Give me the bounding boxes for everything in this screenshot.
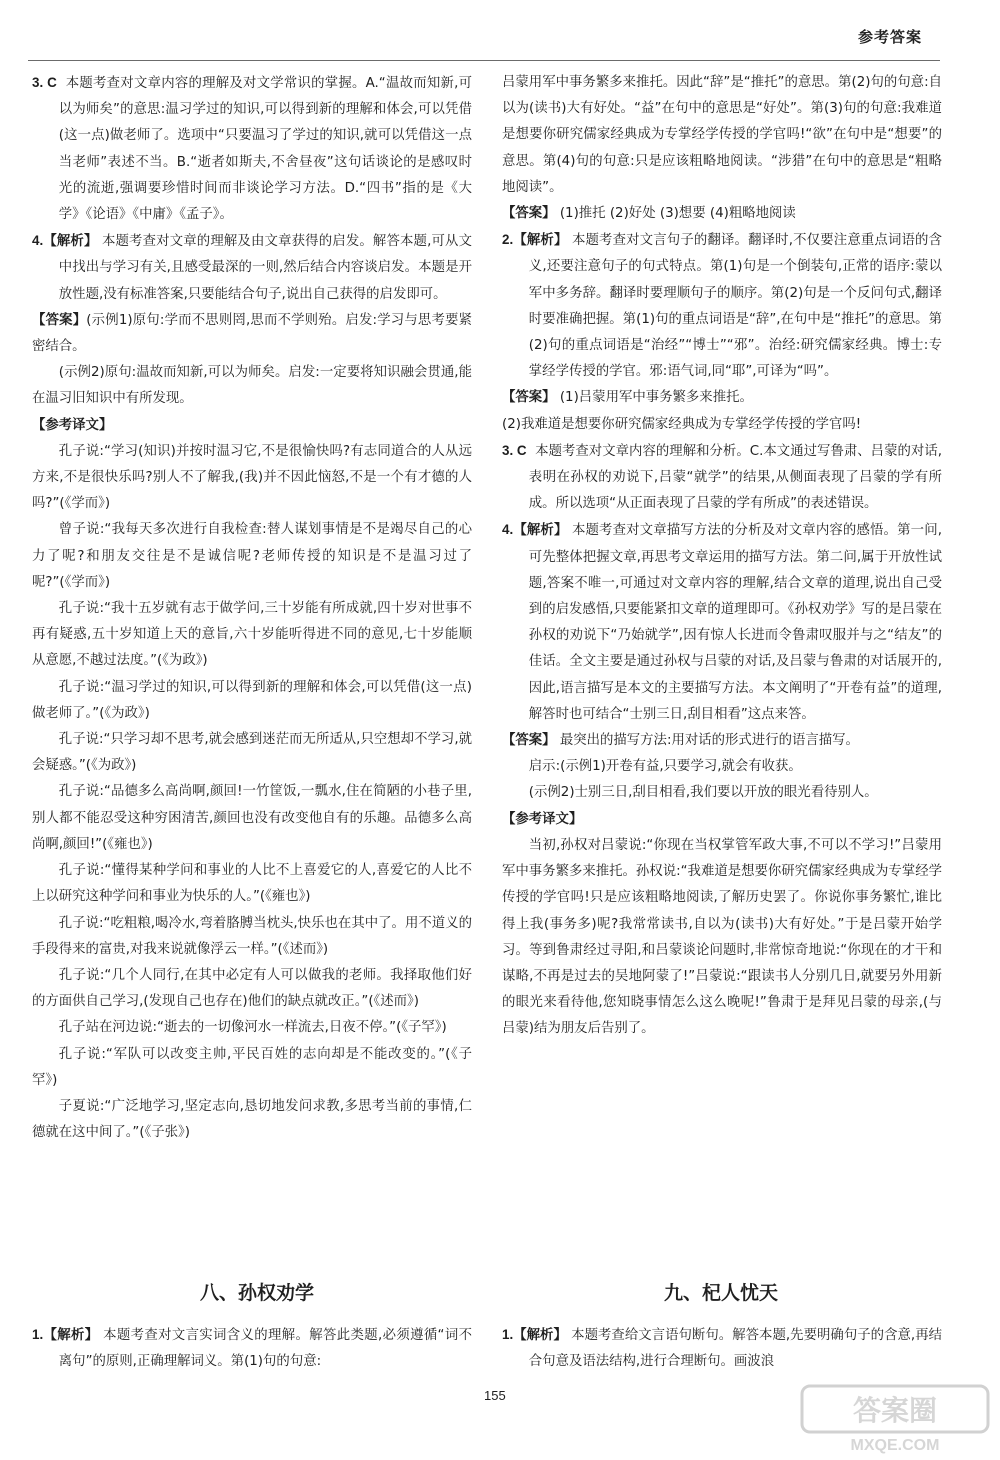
answer-text: 最突出的描写方法:用对话的形式进行的语言描写。 — [559, 733, 859, 749]
translation-paragraph: 孔子说:“学习(知识)并按时温习它,不是很愉快吗?有志同道合的人从远方来,不是很快乐吗?别人不了解我,(我)并不因此恼怒,不是一个有才德的人吗?”(《学而》) — [32, 443, 472, 512]
analysis-tag: 【解析】 — [513, 1328, 567, 1343]
question-text: 本题考查对文章内容的理解及对文学常识的掌握。A.“温故而知新,可以为师矣”的意思:温习学过的知识,可以得到新的理解和体会,可以凭借(这一点)做老师了。选项中“只要温习了学过的知识,就可以凭借这一点当老师”表述不当。B.“逝者如斯夫,不舍昼夜”这句话谈论的是感叹时光的流逝,强调要珍惜时间而非谈论学习方法。D.“四书”指的是《大学》《论语》《中庸》《孟子》。 — [58, 76, 473, 223]
section-title-right: 九、杞人忧天 — [664, 1282, 779, 1304]
answer-tag: 【答案】 — [32, 312, 87, 328]
watermark-logo — [800, 1384, 990, 1454]
answer-text: (1)推托 (2)好处 (3)想要 (4)粗略地阅读 — [559, 206, 796, 222]
analysis-text: 本题考查对文言实词含义的理解。解答此类题,必须遵循“词不离句”的原则,正确理解词义。第(1)句的句意: — [58, 1328, 472, 1370]
right-q2-answer-2: (2)我难道是想要你研究儒家经典成为专掌经学传授的学官吗! — [502, 416, 862, 432]
translation-paragraph: 孔子说:“温习学过的知识,可以得到新的理解和体会,可以凭借(这一点)做老师了。”(《为政》) — [32, 679, 472, 721]
svg-text:MXQE.COM: MXQE.COM — [850, 1437, 940, 1454]
left-bottom-question — [32, 1322, 472, 1375]
page-number: 155 — [484, 1388, 506, 1403]
right-continuation: 吕蒙用军中事务繁多来推托。因此“辞”是“推托”的意思。第(2)句的句意:自以为(读书)大有好处。“益”在句中的意思是“好处”。第(3)句的句意:我难道是想要你研究儒家经典成为专掌经学传授的学官吗!“欲”在句中是“想要”的意思。第(4)句的句意:只是应该粗略地阅读。“涉猎”在句中的意思是“粗略地阅读”。 — [502, 75, 942, 195]
right-q4-insight-1: 启示:(示例1)开卷有益,只要学习,就会有收获。 — [528, 759, 802, 775]
question-number: 3. C — [502, 442, 527, 458]
section-title-left: 八、孙权劝学 — [200, 1282, 315, 1304]
translation-paragraph: 孔子站在河边说:“逝去的一切像河水一样流去,日夜不停。”(《子罕》) — [58, 1020, 447, 1036]
question-number: 4. — [32, 233, 44, 249]
translation-paragraph: 孔子说:“我十五岁就有志于做学问,三十岁能有所成就,四十岁对世事不再有疑惑,五十岁知道上天的意旨,六十岁能听得进不同的意见,七十岁能顺从意愿,不越过法度。”(《为政》) — [32, 601, 472, 669]
question-number: 1. — [502, 1327, 514, 1342]
analysis-text: 本题考查对文章描写方法的分析及对文章内容的感悟。第一问,可先整体把握文章,再思考文章运用的描写方法。第二问,属于开放性试题,答案不唯一,可通过对文章内容的理解,结合文章的道理,说出自己受到的启发感悟,只要能紧扣文章的道理即可。《孙权劝学》写的是吕蒙在孙权的劝说下“乃始就学”,因有惊人长进而令鲁肃叹服并与之“结友”的佳话。全文主要是通过孙权与吕蒙的对话,及吕蒙与鲁肃的对话展开的,因此,语言描写是本文的主要描写方法。本文阐明了“开卷有益”的道理,解答时也可结合“士别三日,刮目相看”这点来答。 — [528, 523, 942, 722]
analysis-text: 本题考查对文言句子的翻译。翻译时,不仅要注意重点词语的含义,还要注意句子的句式特点。第(1)句是一个倒装句,正常的语序:蒙以军中多务辞。翻译时要理顺句子的顺序。第(2)句是一个反问句式,翻译时要准确把握。第(1)句的重点词语是“辞”,在句中是“推托”的意思。第(2)句的重点词语是“治经”“博士”“邪”。治经:研究儒家经典。博士:专掌经学传授的学官。邪:语气词,同“耶”,可译为“吗”。 — [528, 233, 942, 380]
right-column — [502, 70, 942, 1043]
right-q2 — [502, 227, 942, 385]
right-q4 — [502, 517, 942, 728]
translation-paragraph: 孔子说:“只学习却不思考,就会感到迷茫而无所适从,只空想却不学习,就会疑惑。”(《为政》) — [32, 732, 472, 774]
answer-tag: 【答案】 — [502, 390, 556, 406]
answer-text: (示例1)原句:学而不思则罔,思而不学则殆。启发:学习与思考要紧密结合。 — [32, 312, 473, 355]
translation-paragraph: 孔子说:“品德多么高尚啊,颜回!一竹筐饭,一瓢水,住在简陋的小巷子里,别人都不能忍受这种穷困清苦,颜回也没有改变他自有的乐趣。品德多么高尚啊,颜回!”(《雍也》) — [32, 784, 472, 852]
translation-paragraph: 孔子说:“军队可以改变主帅,平民百姓的志向却是不能改变的。”(《子罕》) — [32, 1046, 472, 1088]
right-q3 — [502, 438, 942, 518]
header-divider — [28, 60, 940, 61]
right-q4-answer — [502, 728, 942, 754]
left-q3 — [32, 70, 472, 228]
analysis-text: 本题考查给文言语句断句。解答本题,先要明确句子的含意,再结合句意及语法结构,进行合理断句。画波浪 — [528, 1328, 943, 1370]
answer-tag: 【答案】 — [502, 733, 556, 749]
question-number: 4. — [502, 522, 514, 538]
answer-text: (1)吕蒙用军中事务繁多来推托。 — [559, 390, 753, 406]
question-number: 1. — [32, 1327, 44, 1342]
left-q4-answer-2: (示例2)原句:温故而知新,可以为师矣。启发:一定要将知识融会贯通,能在温习旧知识中有所发现。 — [32, 365, 472, 407]
translation-tag: 【参考译文】 — [502, 811, 583, 827]
translation-paragraph: 当初,孙权对吕蒙说:“你现在当权掌管军政大事,不可以不学习!”吕蒙用军中事务繁多来推托。孙权说:“我难道是想要你研究儒家经典成为专掌经学传授的学官吗!只是应该粗略地阅读,了解历史罢了。你说你事务繁忙,谁比得上我(事务多)呢?我常常读书,自以为(读书)大有好处。”于是吕蒙开始学习。等到鲁肃经过寻阳,和吕蒙谈论问题时,非常惊奇地说:“你现在的才干和谋略,不再是过去的吴地阿蒙了!”吕蒙说:“跟读书人分别几日,就要另外用新的眼光来看待他,您知晓事情怎么这么晚呢!”鲁肃于是拜见吕蒙的母亲,(与吕蒙)结为朋友后告别了。 — [502, 837, 942, 1037]
translation-paragraph: 孔子说:“几个人同行,在其中必定有人可以做我的老师。我择取他们好的方面供自己学习,(发现自己也存在)他们的缺点就改正。”(《述而》) — [32, 967, 472, 1010]
left-q4-answer — [32, 308, 472, 360]
translation-paragraph: 子夏说:“广泛地学习,坚定志向,恳切地发问求教,多思考当前的事情,仁德就在这中间了。”(《子张》) — [32, 1098, 472, 1141]
question-text: 本题考查对文章内容的理解和分析。C.本文通过写鲁肃、吕蒙的对话,表明在孙权的劝说下,吕蒙“就学”的结果,从侧面表现了吕蒙的学有所成。所以选项“从正面表现了吕蒙的学有所成”的表述错误。 — [528, 443, 942, 512]
translation-paragraph: 孔子说:“懂得某种学问和事业的人比不上喜爱它的人,喜爱它的人比不上以研究这种学问和事业为快乐的人。”(《雍也》) — [32, 863, 472, 905]
translation-tag: 【参考译文】 — [32, 417, 113, 433]
page-header-title: 参考答案 — [857, 28, 922, 46]
translation-paragraph: 孔子说:“吃粗粮,喝冷水,弯着胳膊当枕头,快乐也在其中了。用不道义的手段得来的富贵,对我来说就像浮云一样。”(《述而》) — [32, 915, 472, 957]
left-q4 — [32, 228, 472, 308]
right-bottom-question — [502, 1322, 942, 1375]
question-number: 2. — [502, 232, 514, 248]
question-number: 3. C — [32, 75, 57, 90]
right-q2-answer — [502, 385, 942, 411]
answer-tag: 【答案】 — [502, 206, 556, 222]
right-continuation-answer — [502, 201, 942, 227]
right-q4-insight-2: (示例2)士别三日,刮目相看,我们要以开放的眼光看待别人。 — [528, 785, 878, 801]
analysis-tag: 【解析】 — [43, 1328, 99, 1343]
analysis-tag: 【解析】 — [513, 523, 568, 539]
analysis-tag: 【解析】 — [513, 233, 568, 249]
svg-text:答案圈: 答案圈 — [852, 1394, 938, 1427]
left-column — [32, 70, 472, 1146]
translation-paragraph: 曾子说:“我每天多次进行自我检查:替人谋划事情是不是竭尽自己的心力了呢?和朋友交往是不是诚信呢?老师传授的知识是不是温习过了呢?”(《学而》) — [32, 522, 472, 590]
analysis-tag: 【解析】 — [43, 234, 98, 250]
analysis-text: 本题考查对文章的理解及由文章获得的启发。解答本题,可从文中找出与学习有关,且感受最深的一则,然后结合内容谈启发。本题是开放性题,没有标准答案,只要能结合句子,说出自己获得的启发即可。 — [58, 234, 472, 302]
